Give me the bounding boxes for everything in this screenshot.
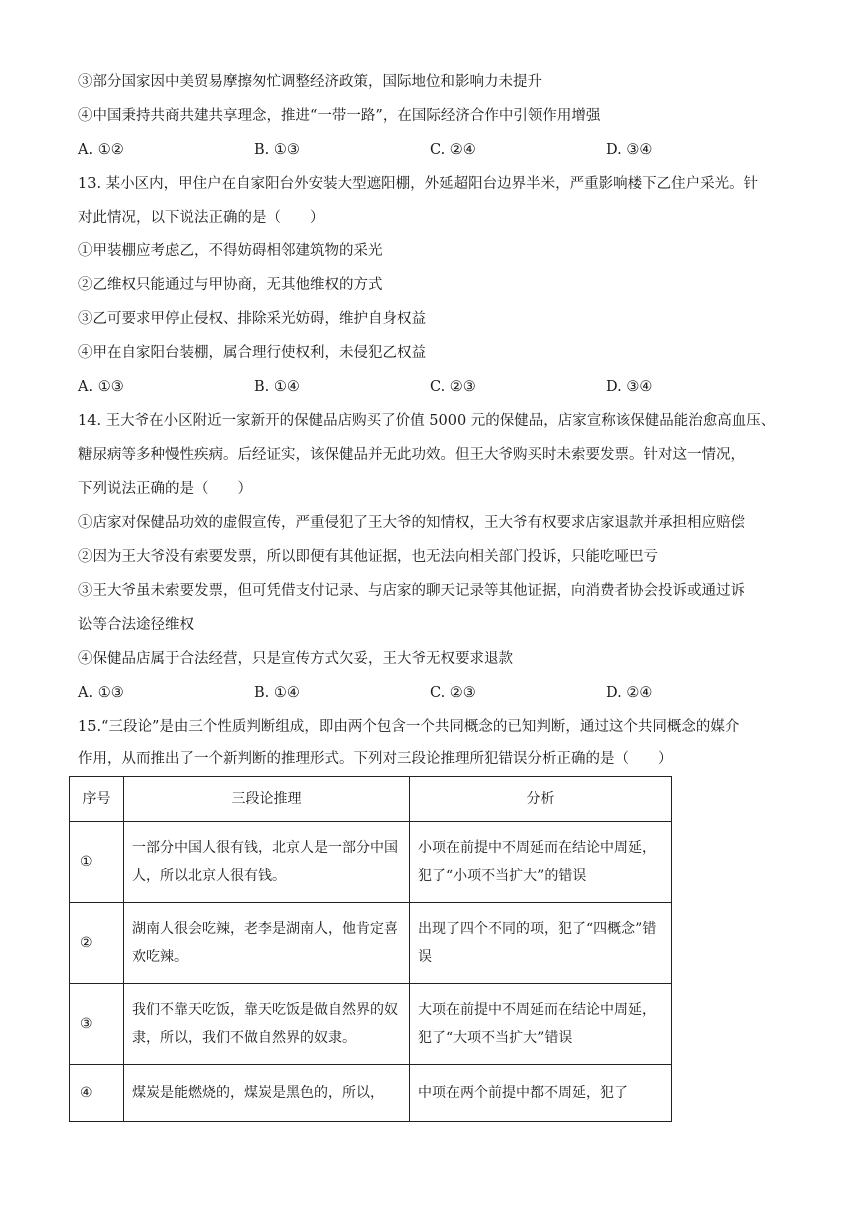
q14-stem-line-2: 糖尿病等多种慢性疾病。后经证实，该保健品并无此功效。但王大爷购买时未索要发票。针对这一情况，: [78, 447, 745, 463]
q14-stem-line-1: 14. 王大爷在小区附近一家新开的保健品店购买了价值 5000 元的保健品，店家宣称该保健品能治愈高血压、: [78, 413, 776, 429]
q14-item-4: ④保健品店属于合法经营，只是宣传方式欠妥，王大爷无权要求退款: [78, 651, 513, 667]
q13-options: [78, 377, 778, 397]
header-number: 序号: [70, 777, 124, 822]
option-c: C. ②③: [430, 379, 476, 395]
row-reasoning: 煤炭是能燃烧的，煤炭是黑色的，所以，: [124, 1065, 410, 1122]
row-reasoning: 我们不靠天吃饭，靠天吃饭是做自然界的奴隶，所以，我们不做自然界的奴隶。: [124, 984, 410, 1065]
option-b: B. ①④: [254, 379, 300, 395]
header-analysis: 分析: [410, 777, 672, 822]
option-d: D. ③④: [606, 142, 653, 158]
q15-stem-line-2: 作用，从而推出了一个新判断的推理形式。下列对三段论推理所犯错误分析正确的是（ ）: [78, 751, 673, 767]
syllogism-table: [69, 776, 672, 1122]
option-a: A. ①②: [78, 142, 124, 158]
q12-item-3: ③部分国家因中美贸易摩擦匆忙调整经济政策，国际地位和影响力未提升: [78, 74, 542, 90]
q13-stem-line-2: 对此情况，以下说法正确的是（ ）: [78, 210, 325, 226]
option-a: A. ①③: [78, 685, 124, 701]
q14-item-3-line-2: 讼等合法途径维权: [78, 617, 194, 633]
row-analysis: 小项在前提中不周延而在结论中周延，犯了“小项不当扩大”的错误: [410, 822, 672, 903]
row-analysis: 大项在前提中不周延而在结论中周延，犯了“大项不当扩大”错误: [410, 984, 672, 1065]
q13-item-4: ④甲在自家阳台装棚，属合理行使权利，未侵犯乙权益: [78, 345, 426, 361]
option-c: C. ②③: [430, 685, 476, 701]
row-number: ④: [70, 1065, 124, 1122]
option-a: A. ①③: [78, 379, 124, 395]
row-number: ③: [70, 984, 124, 1065]
table-row: [70, 903, 672, 984]
table-row: [70, 822, 672, 903]
q13-stem-line-1: 13. 某小区内，甲住户在自家阳台外安装大型遮阳棚，外延超阳台边界半米，严重影响楼下乙住户采光。针: [78, 176, 759, 192]
row-reasoning: 一部分中国人很有钱，北京人是一部分中国人，所以北京人很有钱。: [124, 822, 410, 903]
row-number: ①: [70, 822, 124, 903]
row-analysis: 出现了四个不同的项，犯了“四概念”错误: [410, 903, 672, 984]
table-row: [70, 1065, 672, 1122]
q12-item-4: ④中国秉持共商共建共享理念，推进“一带一路”，在国际经济合作中引领作用增强: [78, 108, 601, 124]
option-c: C. ②④: [430, 142, 476, 158]
q13-item-3: ③乙可要求甲停止侵权、排除采光妨碍，维护自身权益: [78, 311, 426, 327]
q14-item-2: ②因为王大爷没有索要发票，所以即便有其他证据，也无法向相关部门投诉，只能吃哑巴亏: [78, 549, 658, 565]
header-reasoning: 三段论推理: [124, 777, 410, 822]
row-analysis: 中项在两个前提中都不周延，犯了: [410, 1065, 672, 1122]
row-number: ②: [70, 903, 124, 984]
q14-item-1: ①店家对保健品功效的虚假宣传，严重侵犯了王大爷的知情权，王大爷有权要求店家退款并承担相应赔偿: [78, 515, 745, 531]
option-d: D. ②④: [606, 685, 653, 701]
row-reasoning: 湖南人很会吃辣，老李是湖南人，他肯定喜欢吃辣。: [124, 903, 410, 984]
q14-options: [78, 683, 778, 703]
q13-item-1: ①甲装棚应考虑乙，不得妨碍相邻建筑物的采光: [78, 243, 383, 259]
q14-item-3-line-1: ③王大爷虽未索要发票，但可凭借支付记录、与店家的聊天记录等其他证据，向消费者协会投诉或通过诉: [78, 583, 745, 599]
option-b: B. ①③: [254, 142, 300, 158]
q14-stem-line-3: 下列说法正确的是（ ）: [78, 481, 252, 497]
q15-stem-line-1: 15.“三段论”是由三个性质判断组成，即由两个包含一个共同概念的已知判断，通过这个共同概念的媒介: [78, 719, 740, 735]
table-row: [70, 984, 672, 1065]
q13-item-2: ②乙维权只能通过与甲协商，无其他维权的方式: [78, 277, 383, 293]
q12-options: [78, 140, 778, 160]
option-b: B. ①④: [254, 685, 300, 701]
option-d: D. ③④: [606, 379, 653, 395]
table-header-row: [70, 777, 672, 822]
